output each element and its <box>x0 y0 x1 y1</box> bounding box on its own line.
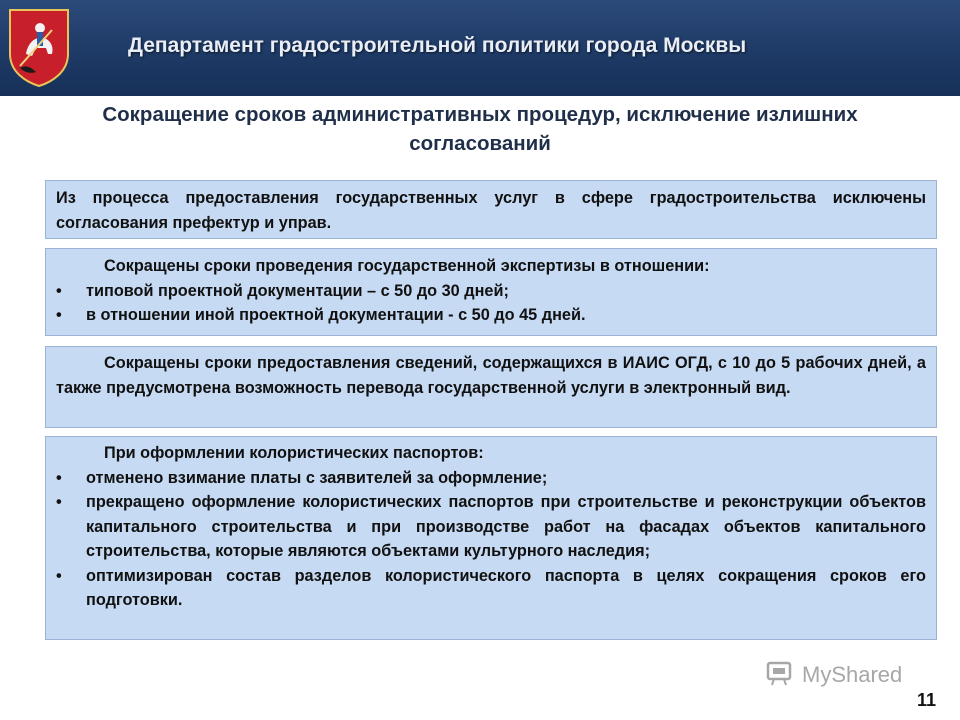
moscow-coat-of-arms-icon <box>6 6 72 88</box>
myshared-watermark <box>766 658 926 692</box>
page-number: 11 <box>917 690 937 710</box>
list-item: • типовой проектной документации – с 50 до 30 дней; <box>56 281 509 300</box>
header-title: Департамент градостроительной политики города Москвы <box>128 34 747 57</box>
info-box-expertise-heading: Сокращены сроки проведения государственной экспертизы в отношении: <box>104 257 710 275</box>
info-box-iais-text: Сокращены сроки предоставления сведений, содержащихся в ИАИС ОГД, с 10 до 5 рабочих дней, а также предусмотрена возможность перевода государственной услуги в электронный вид. <box>56 354 926 397</box>
color-passports-list <box>56 466 926 613</box>
info-box-prefectures <box>45 180 937 239</box>
expertise-list <box>56 279 926 328</box>
myshared-logo-icon <box>766 659 796 692</box>
info-box-color-passports-heading: При оформлении колористических паспортов: <box>104 444 484 462</box>
header-bar <box>0 0 960 96</box>
watermark-text: MyShared <box>802 662 903 687</box>
info-box-iais <box>45 346 937 428</box>
info-box-expertise <box>45 248 937 336</box>
slide-title-line1: Сокращение сроков административных процедур, исключение излишних <box>102 103 858 126</box>
slide-title <box>10 100 950 158</box>
list-item: • в отношении иной проектной документации - с 50 до 45 дней. <box>56 306 586 324</box>
list-item: • прекращено оформление колористических паспортов при строительстве и реконструкции объектов капитального строительства и при производстве работ на фасадах объектов капитального строительства, которые являются объектами культурного наследия; <box>56 493 926 560</box>
info-box-color-passports <box>45 436 937 640</box>
list-item: • оптимизирован состав разделов колористического паспорта в целях сокращения сроков его подготовки. <box>56 566 926 609</box>
slide-title-line2: согласований <box>409 132 551 155</box>
info-box-prefectures-text: Из процесса предоставления государственных услуг в сфере градостроительства исключены согласования префектур и управ. <box>56 189 926 232</box>
list-item: • отменено взимание платы с заявителей за оформление; <box>56 468 548 487</box>
